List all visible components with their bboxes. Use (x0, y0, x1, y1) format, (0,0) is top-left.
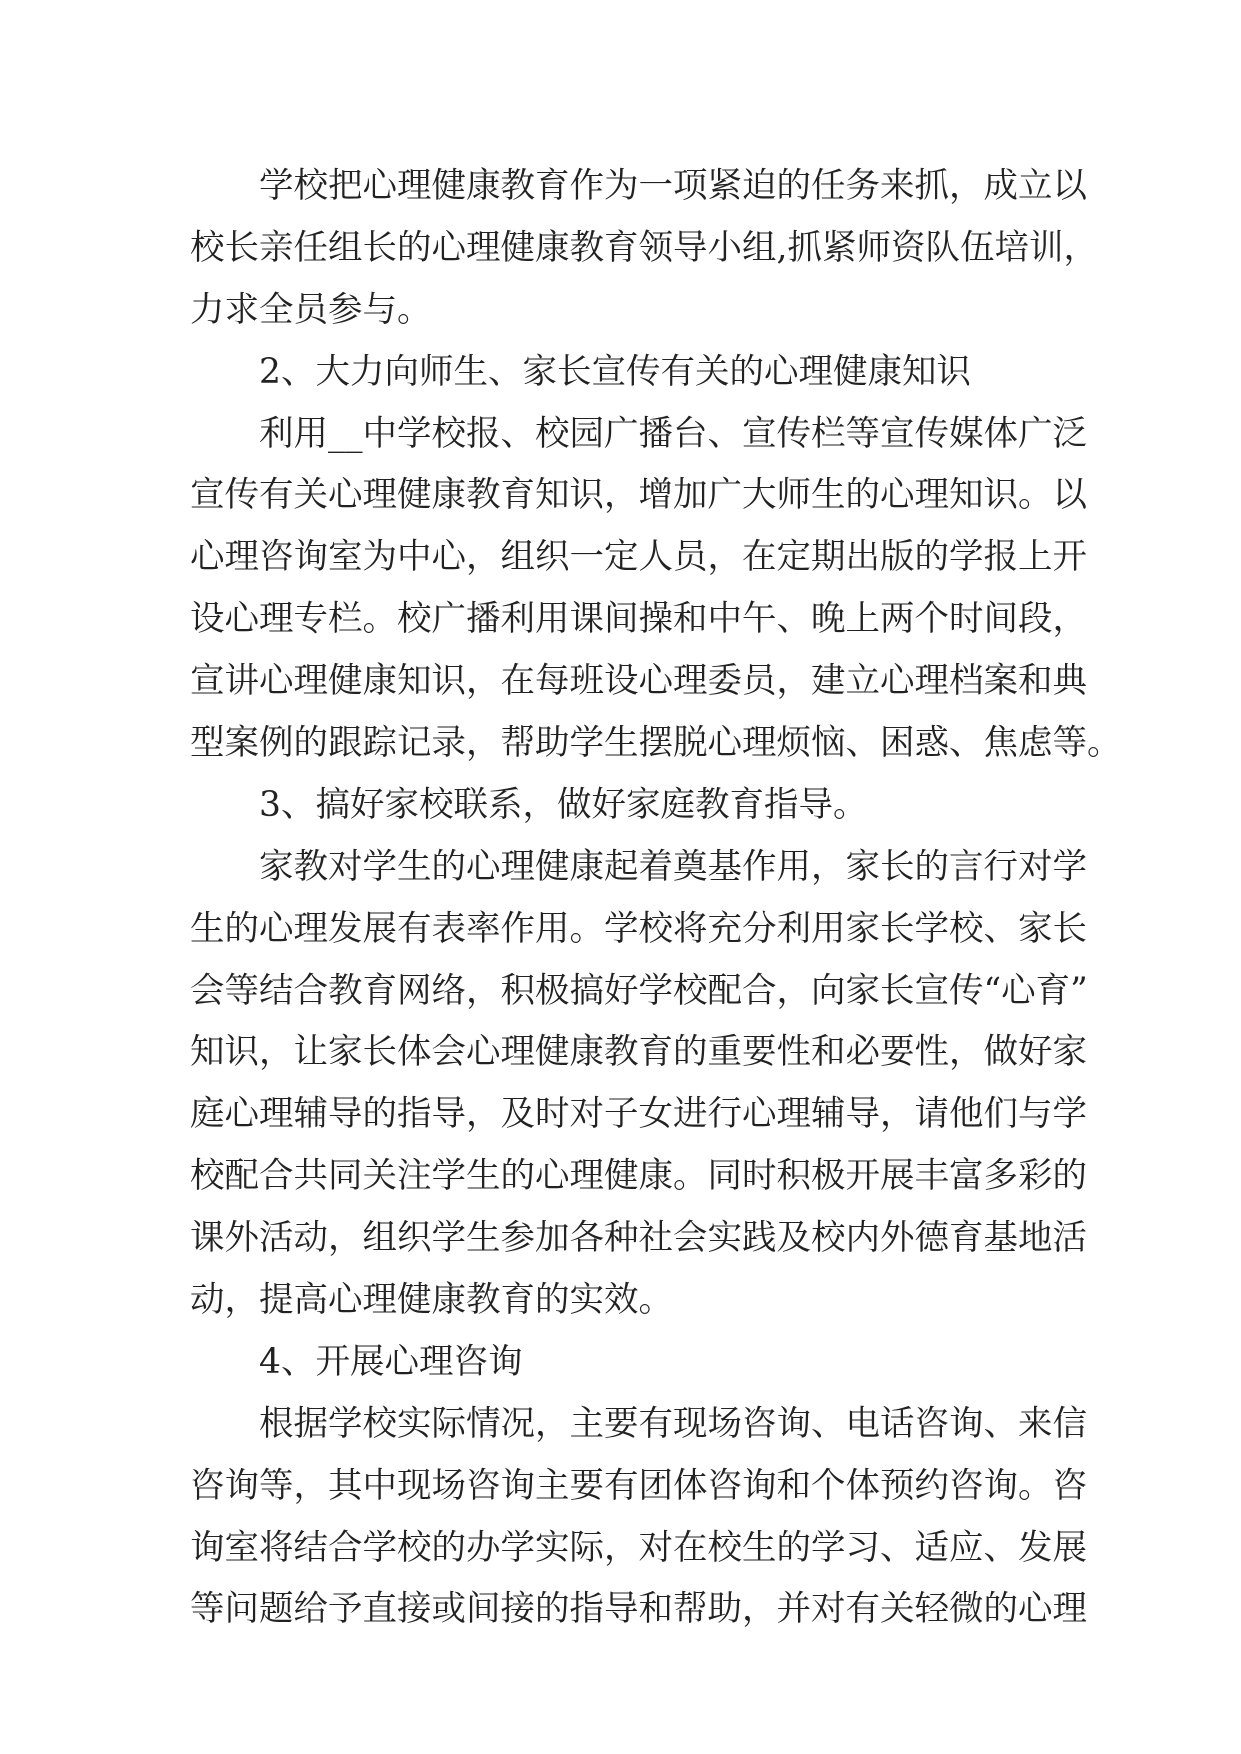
text-line: 知识，让家长体会心理健康教育的重要性和必要性，做好家 (190, 1032, 1087, 1073)
text-line: 型案例的跟踪记录，帮助学生摆脱心理烦恼、困惑、焦虑等。 (190, 723, 1122, 764)
text-line: 学校把心理健康教育作为一项紧迫的任务来抓，成立以 (259, 166, 1087, 206)
text-line: 动，提高心理健康教育的实效。 (190, 1280, 673, 1321)
section-heading: 2、大力向师生、家长宣传有关的心理健康知识 (259, 351, 971, 392)
section-heading: 4、开展心理咨询 (259, 1341, 523, 1382)
text-line: 校长亲任组长的心理健康教育领导小组,抓紧师资队伍培训， (190, 227, 1098, 268)
text-line: 心理咨询室为中心，组织一定人员，在定期出版的学报上开 (190, 537, 1087, 578)
text-line: 宣传有关心理健康教育知识，增加广大师生的心理知识。以 (190, 475, 1087, 516)
text-line: 生的心理发展有表率作用。学校将充分利用家长学校、家长 (190, 908, 1087, 949)
text-line: 家教对学生的心理健康起着奠基作用，家长的言行对学 (259, 846, 1087, 887)
section-heading: 3、搞好家校联系，做好家庭教育指导。 (259, 784, 868, 825)
text-line: 校配合共同关注学生的心理健康。同时积极开展丰富多彩的 (190, 1156, 1087, 1197)
text-line: 根据学校实际情况，主要有现场咨询、电话咨询、来信 (259, 1403, 1087, 1444)
text-line: 等问题给予直接或间接的指导和帮助，并对有关轻微的心理 (190, 1589, 1087, 1630)
text-line: 利用__中学校报、校园广播台、宣传栏等宣传媒体广泛 (259, 413, 1087, 454)
text-line: 庭心理辅导的指导，及时对子女进行心理辅导，请他们与学 (190, 1094, 1087, 1135)
text-line: 询室将结合学校的办学实际，对在校生的学习、适应、发展 (190, 1527, 1087, 1568)
text-line: 课外活动，组织学生参加各种社会实践及校内外德育基地活 (190, 1218, 1087, 1259)
text-line: 力求全员参与。 (190, 289, 432, 330)
text-line: 咨询等，其中现场咨询主要有团体咨询和个体预约咨询。咨 (190, 1465, 1087, 1506)
text-line: 设心理专栏。校广播利用课间操和中午、晚上两个时间段， (190, 599, 1087, 640)
text-line: 宣讲心理健康知识，在每班设心理委员，建立心理档案和典 (190, 661, 1087, 702)
document-body (190, 156, 1122, 1641)
text-line: 会等结合教育网络，积极搞好学校配合，向家长宣传“心育” (190, 970, 1088, 1011)
